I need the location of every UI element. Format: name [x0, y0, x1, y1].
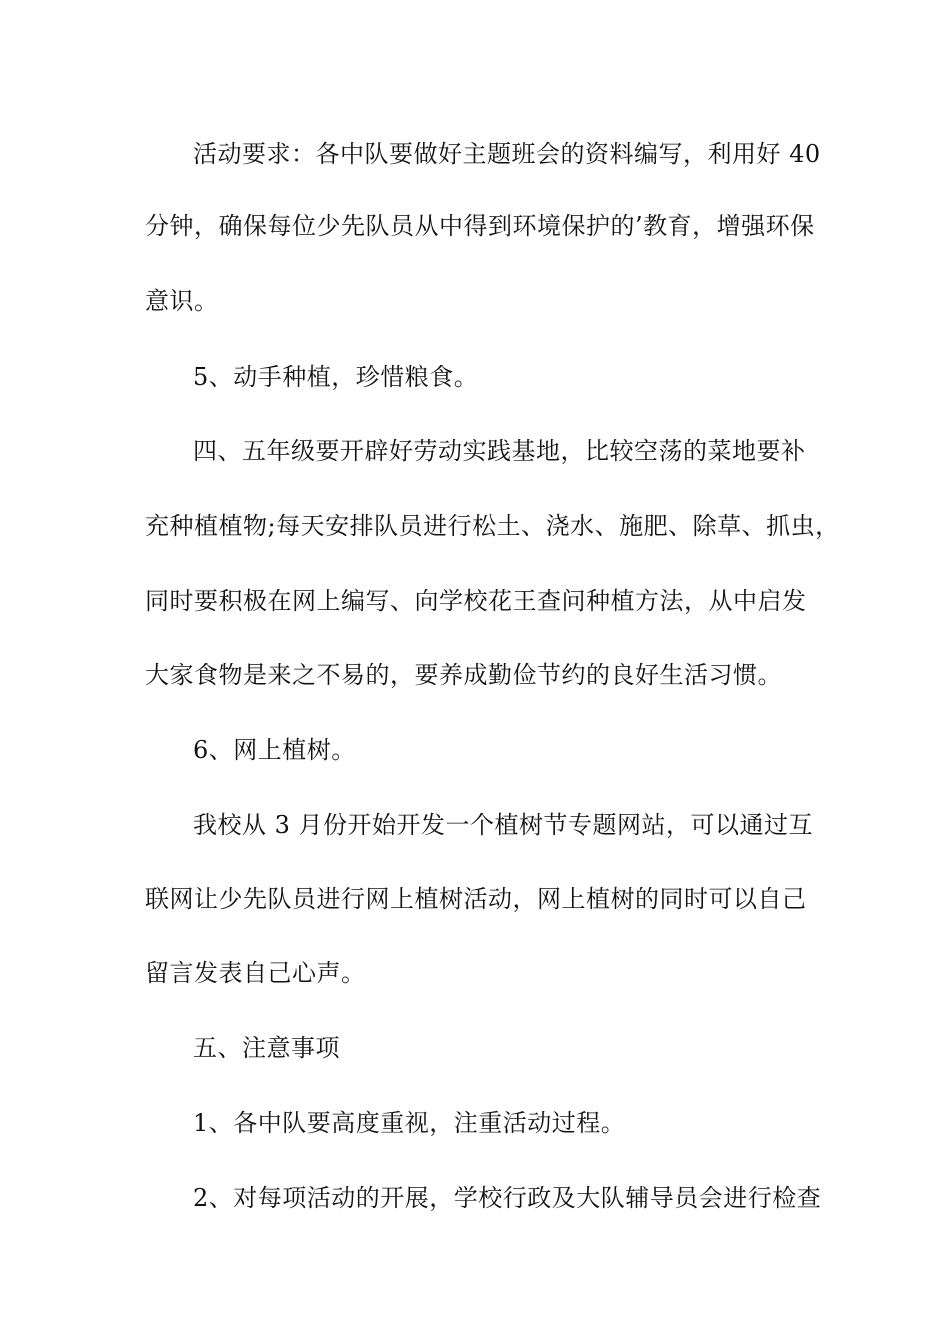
text-line-requirement-2: 分钟，确保每位少先队员从中得到环境保护的’教育，增强环保: [145, 212, 815, 240]
text-line-online-2: 联网让少先队员进行网上植树活动，网上植树的同时可以自己: [145, 885, 807, 913]
text-line-online-1: 我校从 3 月份开始开发一个植树节专题网站，可以通过互: [193, 811, 814, 839]
text-line-planting-1: 四、五年级要开辟好劳动实践基地，比较空荡的菜地要补: [193, 437, 806, 465]
text-line-online-3: 留言发表自己心声。: [145, 959, 366, 987]
section-heading-online-tree: 6、网上植树。: [193, 736, 356, 764]
text-line-requirement-3: 意识。: [145, 287, 219, 315]
section-heading-planting: 5、动手种植，珍惜粮食。: [193, 363, 479, 391]
text-line-planting-3: 同时要积极在网上编写、向学校花王查问种植方法，从中启发: [145, 587, 807, 615]
text-line-planting-2: 充种植植物;每天安排队员进行松土、浇水、施肥、除草、抓虫，: [145, 512, 840, 540]
text-line-planting-4: 大家食物是来之不易的，要养成勤俭节约的良好生活习惯。: [145, 661, 782, 689]
text-line-note-2: 2、对每项活动的开展，学校行政及大队辅导员会进行检查: [193, 1184, 822, 1212]
text-line-note-1: 1、各中队要高度重视，注重活动过程。: [193, 1109, 626, 1137]
section-heading-notes: 五、注意事项: [193, 1034, 340, 1062]
text-line-requirement-1: 活动要求：各中队要做好主题班会的资料编写，利用好 40: [193, 140, 821, 168]
